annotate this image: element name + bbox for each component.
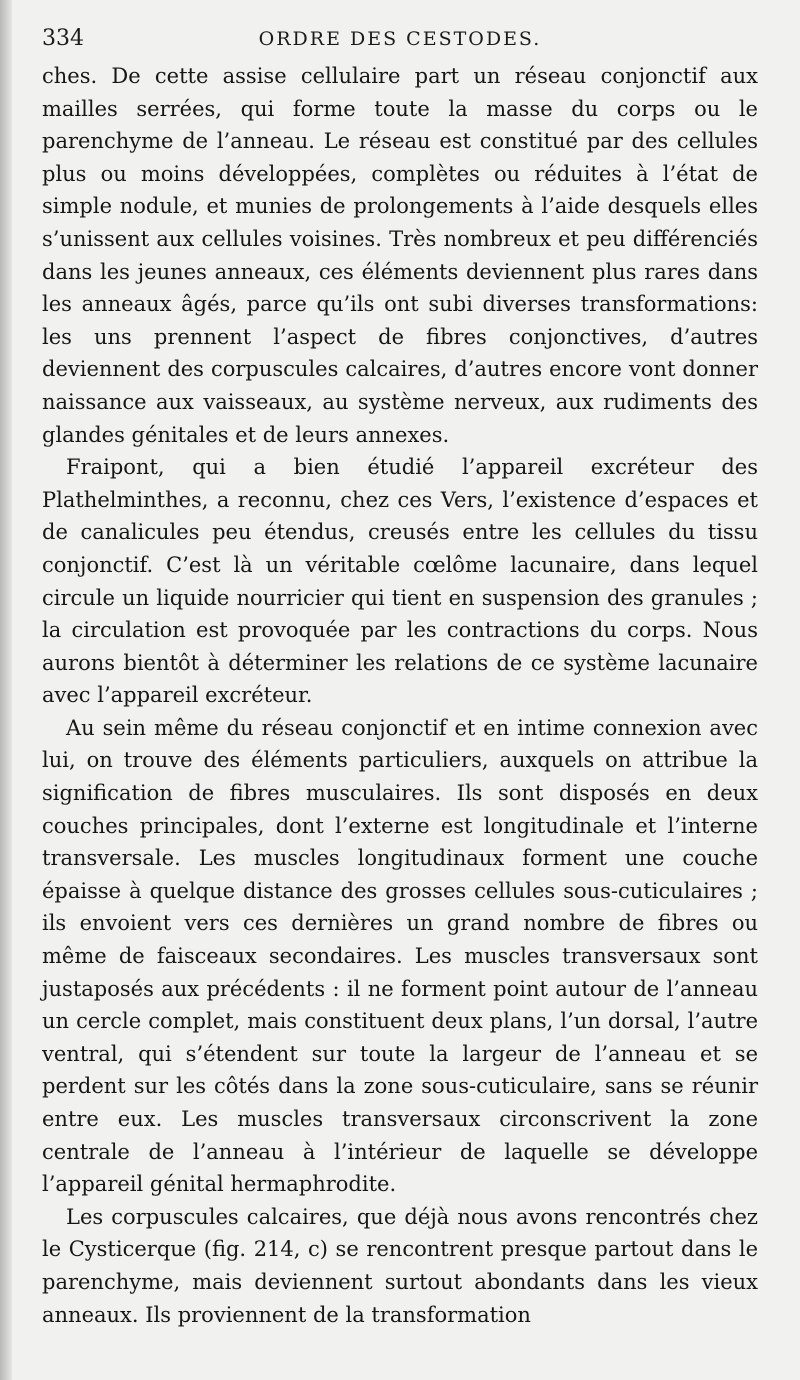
page-edge-shadow (0, 0, 12, 1380)
page-header (42, 22, 758, 58)
paragraph-4: Les corpuscules calcaires, que déjà nous avons rencontrés chez le Cysticerque (fig. 214, c) se rencontrent presque partout dans le parenchyme, mais deviennent surtout abondants dans les vieux anneaux. Ils proviennent de la transformation (42, 1204, 758, 1327)
paragraph-3: Au sein même du réseau conjonctif et en intime connexion avec lui, on trouve des éléments particuliers, auxquels on attribue la signification de fibres musculaires. Ils sont disposés en deux couches principales, dont l’externe est longitudinale et l’interne transversale. Les muscles longitudinaux forment une couche épaisse à quelque distance des grosses cellules sous-cuticulaires ; ils envoient vers ces dernières un grand nombre de fibres ou même de faisceaux secondaires. Les muscles transversaux sont justaposés aux précédents : il ne forment point autour de l’anneau un cercle complet, mais constituent deux plans, l’un dorsal, l’autre ventral, qui s’étendent sur toute la largeur de l’anneau et se perdent sur les côtés dans la zone sous-cuticulaire, sans se réunir entre eux. Les muscles transversaux circonscrivent la zone centrale de l’anneau à l’intérieur de laquelle se développe l’appareil génital hermaphrodite. (42, 715, 758, 1197)
paragraph-2: Fraipont, qui a bien étudié l’appareil excréteur des Plathelminthes, a reconnu, chez ces Vers, l’existence d’espaces et de canalicules peu étendus, creusés entre les cellules du tissu conjonctif. C’est là un véritable cœlôme lacunaire, dans lequel circule un liquide nourricier qui tient en suspension des granules ; la circulation est provoquée par les contractions du corps. Nous aurons bientôt à déterminer les relations de ce système lacunaire avec l’appareil excréteur. (42, 455, 758, 708)
page-number: 334 (42, 26, 84, 51)
body-text (42, 60, 758, 1331)
paragraph-1: ches. De cette assise cellulaire part un réseau conjonctif aux mailles serrées, qui forme toute la masse du corps ou le parenchyme de l’anneau. Le réseau est constitué par des cellules plus ou moins développées, complètes ou réduites à l’état de simple nodule, et munies de prolongements à l’aide desquels elles s’unissent aux cellules voisines. Très nombreux et peu différenciés dans les jeunes anneaux, ces éléments deviennent plus rares dans les anneaux âgés, parce qu’ils ont subi diverses transformations: les uns prennent l’aspect de fibres conjonctives, d’autres deviennent des corpuscules calcaires, d’autres encore vont donner naissance aux vaisseaux, au système nerveux, aux rudiments des glandes génitales et de leurs annexes. (42, 64, 758, 447)
running-title: ORDRE DES CESTODES. (258, 28, 542, 50)
